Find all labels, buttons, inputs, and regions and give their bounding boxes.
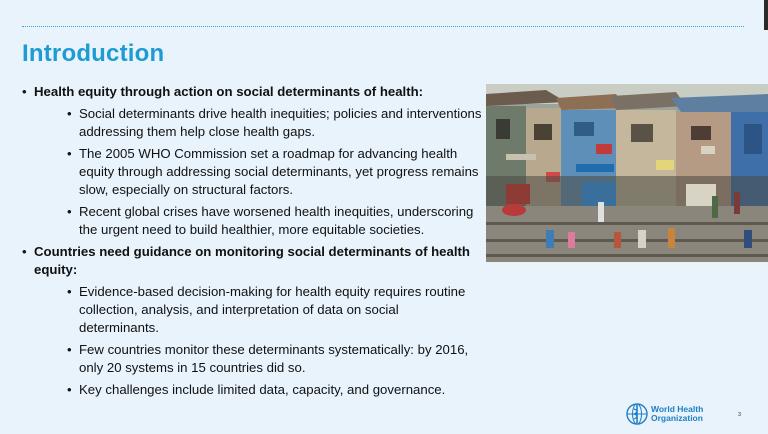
header-divider bbox=[22, 26, 744, 27]
bullet-point: • Social determinants drive health inequities; policies and interventions addressing them help close health gaps. bbox=[67, 105, 482, 141]
slide-body bbox=[22, 83, 482, 403]
slum-street-photo bbox=[486, 84, 768, 262]
who-emblem-icon bbox=[626, 403, 648, 425]
logo-line-1: World Health bbox=[651, 404, 704, 414]
who-logo bbox=[626, 403, 703, 425]
who-logo-text bbox=[651, 405, 703, 423]
slide-title: Introduction bbox=[22, 40, 165, 67]
bullet-point: • Evidence-based decision-making for health equity requires routine collection, analysis, and interpretation of data on social determinants. bbox=[67, 283, 482, 337]
window-edge bbox=[764, 0, 768, 30]
bullet-point: • Key challenges include limited data, capacity, and governance. bbox=[67, 381, 482, 399]
page-number: 3 bbox=[738, 412, 742, 418]
bullet-point: • Recent global crises have worsened health inequities, underscoring the urgent need to build healthier, more equitable societies. bbox=[67, 203, 482, 239]
section-heading-2: • Countries need guidance on monitoring social determinants of health equity: bbox=[22, 243, 482, 279]
section-heading-1: • Health equity through action on social determinants of health: bbox=[22, 83, 482, 101]
bullet-point: • The 2005 WHO Commission set a roadmap for advancing health equity through addressing social determinants, yet progress remains slow, especially on structural factors. bbox=[67, 145, 482, 199]
bullet-point: • Few countries monitor these determinants systematically: by 2016, only 20 systems in 15 countries did so. bbox=[67, 341, 482, 377]
logo-line-2: Organization bbox=[651, 413, 703, 423]
